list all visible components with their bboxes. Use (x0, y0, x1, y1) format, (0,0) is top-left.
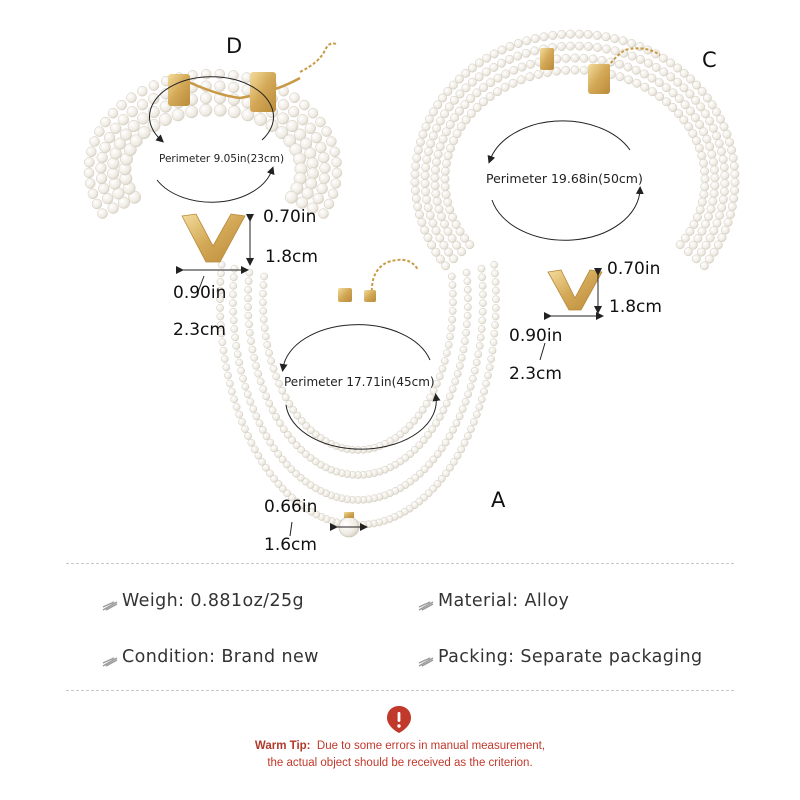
leaf-bullet-icon (418, 596, 434, 606)
necklace-a-perimeter: Perimeter 17.71in(45cm) (284, 375, 435, 389)
necklace-a-clasp (338, 260, 418, 302)
necklace-c-perimeter: Perimeter 19.68in(50cm) (486, 171, 643, 186)
necklace-a-pearl-strands (216, 261, 499, 528)
spec-condition (102, 647, 319, 667)
warm-tip-line-1 (0, 740, 800, 752)
warning-icon (384, 704, 414, 734)
necklace-d-letter: D (226, 34, 243, 58)
necklace-a-pendant-in: 0.66in (264, 497, 318, 517)
necklace-d-width-in: 0.90in (173, 283, 227, 303)
leaf-bullet-icon (102, 596, 118, 606)
necklace-c-width-in: 0.90in (509, 326, 563, 346)
necklace-d-perimeter: Perimeter 9.05in(23cm) (159, 153, 285, 165)
warm-tip-label: Warm Tip: (254, 740, 311, 752)
necklace-d-width-cm: 2.3cm (173, 320, 226, 340)
spec-weigh (102, 591, 304, 611)
necklace-c-height-cm: 1.8cm (609, 297, 662, 317)
necklace-c-width-cm: 2.3cm (509, 364, 562, 384)
necklace-a-pearl-pendant (339, 512, 359, 537)
spec-condition-text: Condition: Brand new (122, 647, 319, 667)
warm-tip-line-2 (0, 757, 800, 769)
necklace-a-letter: A (491, 488, 506, 512)
spec-packing (418, 647, 703, 667)
necklace-c-height-in: 0.70in (607, 259, 661, 279)
divider-top (66, 563, 734, 564)
leaf-bullet-icon (102, 652, 118, 662)
spec-weigh-text: Weigh: 0.881oz/25g (122, 591, 305, 611)
necklace-a-pendant-cm: 1.6cm (264, 535, 317, 555)
warm-tip-text-1: Due to some errors in manual measurement, (316, 740, 546, 752)
necklace-c-v-pendant (548, 270, 602, 310)
leaf-bullet-icon (418, 652, 434, 662)
spec-material (418, 591, 569, 611)
necklace-d-height-cm: 1.8cm (265, 247, 318, 267)
spec-material-text: Material: Alloy (438, 591, 570, 611)
necklace-d-height-in: 0.70in (263, 207, 317, 227)
necklace-c-pearl-strands (411, 30, 739, 270)
divider-bottom (66, 690, 734, 691)
necklace-d-v-pendant (182, 214, 245, 262)
spec-packing-text: Packing: Separate packaging (438, 647, 703, 667)
necklace-c-letter: C (702, 48, 717, 72)
warm-tip-text-2: the actual object should be received as the criterion. (267, 757, 533, 769)
